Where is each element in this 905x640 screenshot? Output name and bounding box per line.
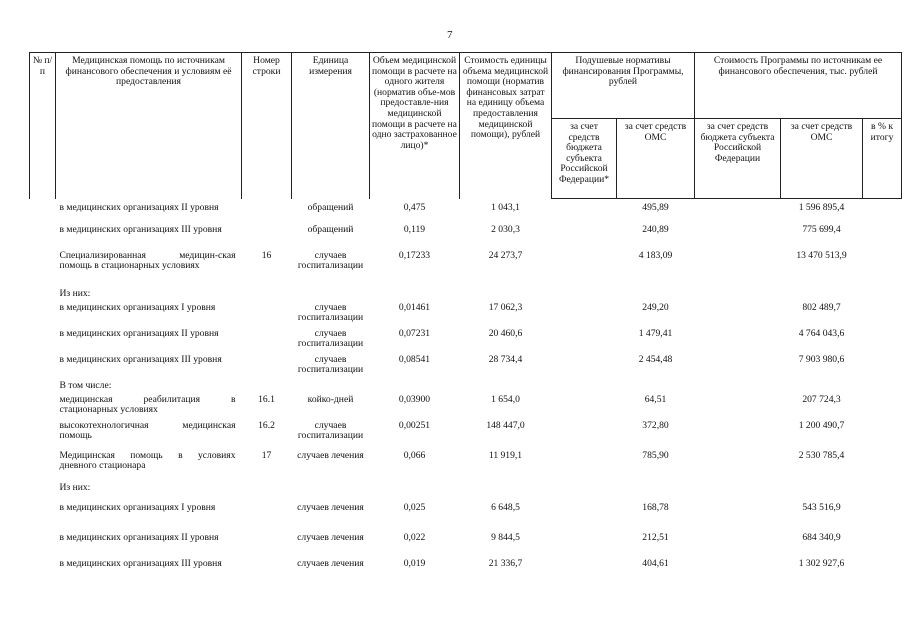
cell-unit-cost	[460, 381, 552, 395]
cell-row-number	[242, 559, 292, 585]
cell-care-type: Из них:	[59, 287, 91, 299]
cell-unit-cost: 24 273,7	[488, 249, 523, 261]
cell-program-budget	[695, 355, 781, 381]
cell-unit-cost: 9 844,5	[491, 531, 520, 543]
cell-number	[30, 355, 56, 381]
cell-row-number	[242, 533, 292, 559]
cell-per-capita-budget	[552, 251, 617, 289]
table-body	[30, 199, 902, 585]
cell-unit-cost: 11 919,1	[488, 449, 523, 461]
cell-unit: случаев госпитализации	[297, 327, 364, 350]
col-header-per-capita-oms: за счет средств ОМС	[617, 119, 695, 199]
cell-program-percent	[863, 395, 902, 421]
cell-per-capita-oms	[617, 381, 695, 395]
table-row	[30, 503, 902, 533]
cell-volume: 0,08541	[398, 353, 431, 365]
cell-row-number	[242, 483, 292, 503]
cell-program-percent	[863, 381, 902, 395]
cell-care-type: высокотехнологичная медицинская помощь	[59, 419, 236, 442]
cell-program-percent	[863, 421, 902, 451]
cell-program-budget	[695, 483, 781, 503]
cell-row-number	[242, 199, 292, 225]
cell-volume: 0,17233	[398, 249, 431, 261]
cell-unit-cost	[460, 289, 552, 303]
cell-volume	[370, 381, 460, 395]
col-header-program-percent: в % к итогу	[863, 119, 902, 199]
cell-unit: обращений	[307, 201, 354, 213]
cell-program-percent	[863, 483, 902, 503]
cell-volume: 0,00251	[398, 419, 431, 431]
cell-unit-cost: 1 654,0	[491, 393, 520, 405]
funding-table	[29, 52, 902, 585]
col-header-volume: Объем медицинской помощи в расчете на одного жителя (норматив объе-мов предоставле-ния медицинской помощи в расчете на одно застрахованное лицо)*	[370, 53, 460, 199]
cell-unit	[292, 381, 370, 395]
cell-care-type: в медицинских организациях III уровня	[59, 223, 222, 235]
cell-per-capita-oms: 1 479,41	[638, 327, 673, 339]
cell-volume: 0,475	[403, 201, 426, 213]
cell-row-number: 17	[261, 449, 272, 461]
cell-volume: 0,07231	[398, 327, 431, 339]
cell-per-capita-oms: 64,51	[644, 393, 667, 405]
cell-per-capita-budget	[552, 303, 617, 329]
cell-volume: 0,025	[403, 501, 426, 513]
cell-program-budget	[695, 289, 781, 303]
cell-program-oms: 802 489,7	[802, 301, 841, 313]
cell-volume: 0,01461	[398, 301, 431, 313]
cell-per-capita-oms: 2 454,48	[638, 353, 673, 365]
table-row	[30, 355, 902, 381]
cell-number	[30, 533, 56, 559]
cell-number	[30, 503, 56, 533]
cell-per-capita-budget	[552, 289, 617, 303]
col-header-unit: Единица измерения	[292, 53, 370, 199]
cell-program-percent	[863, 559, 902, 585]
cell-number	[30, 251, 56, 289]
cell-program-budget	[695, 395, 781, 421]
table-row	[30, 199, 902, 225]
cell-program-budget	[695, 533, 781, 559]
cell-program-oms: 207 724,3	[802, 393, 841, 405]
cell-volume: 0,019	[403, 557, 426, 569]
cell-per-capita-oms: 785,90	[642, 449, 669, 461]
cell-unit: случаев госпитализации	[297, 353, 364, 376]
cell-unit-cost: 21 336,7	[488, 557, 523, 569]
cell-number	[30, 381, 56, 395]
cell-row-number	[242, 329, 292, 355]
cell-program-budget	[695, 559, 781, 585]
cell-program-oms: 543 516,9	[802, 501, 841, 513]
cell-unit: случаев лечения	[297, 501, 364, 513]
table-row	[30, 559, 902, 585]
cell-unit: случаев госпитализации	[297, 301, 364, 324]
table-row	[30, 483, 902, 503]
cell-per-capita-oms: 168,78	[642, 501, 669, 513]
cell-unit-cost: 20 460,6	[488, 327, 523, 339]
cell-unit: случаев лечения	[297, 531, 364, 543]
cell-per-capita-oms	[617, 483, 695, 503]
cell-unit: койко-дней	[307, 393, 354, 405]
cell-program-oms: 2 530 785,4	[798, 449, 845, 461]
cell-program-oms: 684 340,9	[802, 531, 841, 543]
cell-care-type: Медицинская помощь в условиях дневного стационара	[59, 449, 236, 472]
cell-unit-cost: 2 030,3	[491, 223, 520, 235]
cell-per-capita-budget	[552, 559, 617, 585]
cell-per-capita-budget	[552, 533, 617, 559]
cell-per-capita-budget	[552, 329, 617, 355]
cell-program-percent	[863, 503, 902, 533]
cell-per-capita-budget	[552, 225, 617, 251]
table-row	[30, 533, 902, 559]
cell-unit-cost	[460, 483, 552, 503]
cell-unit-cost: 1 043,1	[491, 201, 520, 213]
cell-program-budget	[695, 329, 781, 355]
table-row	[30, 329, 902, 355]
col-header-program-oms: за счет средств ОМС	[781, 119, 863, 199]
table-row	[30, 395, 902, 421]
cell-care-type: в медицинских организациях I уровня	[59, 501, 216, 513]
cell-care-type: в медицинских организациях II уровня	[59, 327, 219, 339]
cell-number	[30, 421, 56, 451]
cell-program-oms: 7 903 980,6	[798, 353, 845, 365]
cell-per-capita-oms: 4 183,09	[638, 249, 673, 261]
cell-per-capita-budget	[552, 199, 617, 225]
cell-program-oms: 1 302 927,6	[798, 557, 845, 569]
cell-program-percent	[863, 329, 902, 355]
cell-program-oms: 1 596 895,4	[798, 202, 845, 213]
cell-program-budget	[695, 225, 781, 251]
cell-program-oms: 13 470 513,9	[796, 249, 847, 261]
cell-per-capita-oms	[617, 289, 695, 303]
cell-care-type: в медицинских организациях III уровня	[59, 353, 222, 365]
col-header-program-budget: за счет средств бюджета субъекта Российской Федерации	[695, 119, 781, 199]
col-header-number: № п/п	[30, 53, 56, 199]
col-header-per-capita-budget: за счет средств бюджета субъекта Российской Федерации*	[552, 119, 617, 199]
cell-volume: 0,022	[403, 531, 426, 543]
cell-program-percent	[863, 225, 902, 251]
cell-program-budget	[695, 251, 781, 289]
cell-row-number: 16	[261, 249, 272, 261]
cell-program-budget	[695, 503, 781, 533]
col-header-unit-cost: Стоимость единицы объема медицинской помощи (норматив финансовых затрат на единицу объема предоставления медицинской помощи), рублей	[460, 53, 552, 199]
cell-volume	[370, 483, 460, 503]
cell-program-budget	[695, 451, 781, 483]
table-row	[30, 289, 902, 303]
cell-row-number: 16.1	[258, 393, 275, 405]
cell-number	[30, 225, 56, 251]
cell-unit: случаев госпитализации	[297, 419, 364, 442]
cell-per-capita-oms: 404,61	[642, 557, 669, 569]
cell-number	[30, 451, 56, 483]
cell-unit: случаев госпитализации	[297, 249, 364, 272]
cell-unit-cost: 6 648,5	[491, 501, 520, 513]
cell-program-oms	[781, 483, 863, 503]
cell-per-capita-oms: 372,80	[642, 419, 669, 431]
cell-program-budget	[695, 303, 781, 329]
cell-row-number	[242, 303, 292, 329]
cell-program-budget	[695, 381, 781, 395]
table-row	[30, 225, 902, 251]
cell-unit: случаев лечения	[297, 449, 364, 461]
cell-per-capita-budget	[552, 421, 617, 451]
col-header-row-number: Номер строки	[242, 53, 292, 199]
cell-number	[30, 199, 56, 225]
table-row	[30, 251, 902, 289]
cell-number	[30, 289, 56, 303]
cell-program-percent	[863, 303, 902, 329]
cell-program-percent	[863, 199, 902, 225]
cell-row-number	[242, 503, 292, 533]
cell-per-capita-budget	[552, 381, 617, 395]
cell-volume	[370, 289, 460, 303]
cell-unit-cost: 28 734,4	[488, 353, 523, 365]
cell-number	[30, 395, 56, 421]
cell-unit: случаев лечения	[297, 557, 364, 569]
cell-per-capita-budget	[552, 395, 617, 421]
cell-per-capita-budget	[552, 483, 617, 503]
cell-per-capita-oms: 495,89	[642, 202, 669, 213]
cell-unit	[292, 483, 370, 503]
cell-program-oms: 1 200 490,7	[798, 419, 845, 431]
cell-care-type: в медицинских организациях II уровня	[59, 531, 219, 543]
cell-per-capita-budget	[552, 355, 617, 381]
cell-program-oms	[781, 381, 863, 395]
col-header-per-capita: Подушевые нормативы финансирования Программы, рублей	[552, 53, 695, 119]
cell-unit: обращений	[307, 223, 354, 235]
cell-care-type: Из них:	[59, 481, 91, 493]
cell-row-number	[242, 355, 292, 381]
cell-care-type: в медицинских организациях I уровня	[59, 301, 216, 313]
cell-row-number	[242, 381, 292, 395]
cell-number	[30, 483, 56, 503]
table-row	[30, 303, 902, 329]
col-header-care-type: Медицинская помощь по источникам финансового обеспечения и условиям её предоставления	[56, 53, 242, 199]
cell-unit-cost: 148 447,0	[486, 419, 525, 431]
cell-program-percent	[863, 355, 902, 381]
cell-number	[30, 303, 56, 329]
cell-unit-cost: 17 062,3	[488, 301, 523, 313]
cell-per-capita-oms: 249,20	[642, 301, 669, 313]
col-header-program-cost: Стоимость Программы по источникам ее финансового обеспечения, тыс. рублей	[695, 53, 902, 119]
page-number: 7	[447, 29, 453, 41]
cell-row-number	[242, 289, 292, 303]
table-row	[30, 421, 902, 451]
cell-number	[30, 559, 56, 585]
cell-number	[30, 329, 56, 355]
cell-program-percent	[863, 533, 902, 559]
cell-care-type: В том числе:	[59, 379, 112, 391]
cell-volume: 0,066	[403, 449, 426, 461]
cell-program-budget	[695, 421, 781, 451]
cell-per-capita-oms: 212,51	[642, 531, 669, 543]
cell-care-type: в медицинских организациях II уровня	[59, 201, 219, 213]
cell-care-type: в медицинских организациях III уровня	[59, 557, 222, 569]
cell-program-percent	[863, 289, 902, 303]
cell-program-oms: 775 699,4	[802, 223, 841, 235]
cell-row-number: 16.2	[258, 419, 275, 431]
cell-care-type: Специализированная медицин-ская помощь в стационарных условиях	[59, 249, 236, 272]
cell-program-percent	[863, 451, 902, 483]
cell-program-oms: 4 764 043,6	[798, 327, 845, 339]
cell-program-percent	[863, 251, 902, 289]
cell-volume: 0,119	[403, 223, 426, 235]
cell-row-number	[242, 225, 292, 251]
cell-unit	[292, 289, 370, 303]
cell-volume: 0,03900	[398, 393, 431, 405]
cell-program-oms	[781, 289, 863, 303]
cell-program-budget	[695, 199, 781, 225]
table-row	[30, 451, 902, 483]
cell-per-capita-budget	[552, 451, 617, 483]
cell-per-capita-oms: 240,89	[642, 223, 669, 235]
cell-per-capita-budget	[552, 503, 617, 533]
table-row	[30, 381, 902, 395]
cell-care-type: медицинская реабилитация в стационарных условиях	[59, 393, 236, 416]
